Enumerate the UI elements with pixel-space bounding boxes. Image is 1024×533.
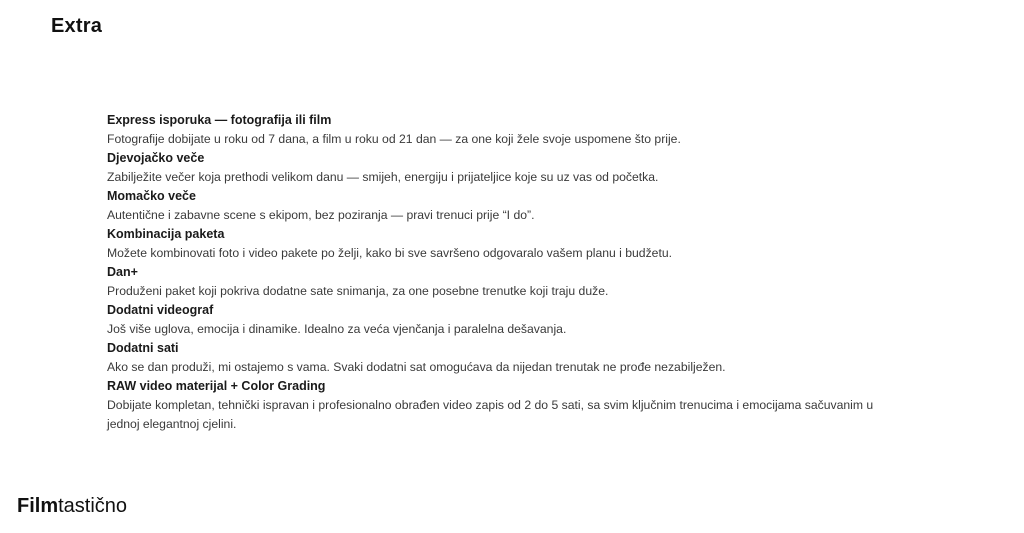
extra-item-djevojacko xyxy=(107,149,907,187)
extra-description: Produženi paket koji pokriva dodatne sate snimanja, za one posebne trenutke koji traju duže. xyxy=(107,284,609,298)
extra-description: Ako se dan produži, mi ostajemo s vama. Svaki dodatni sat omogućava da nijedan trenutak ne prođe nezabilježen. xyxy=(107,360,726,374)
extra-title: Djevojačko veče xyxy=(107,151,205,165)
extra-item-dan-plus xyxy=(107,263,907,301)
extra-title: Kombinacija paketa xyxy=(107,227,225,241)
extras-list xyxy=(107,111,907,434)
extra-title: Dan+ xyxy=(107,265,138,279)
brand-logo[interactable] xyxy=(17,495,127,518)
extra-item-raw-video xyxy=(107,377,907,434)
extra-title: Express isporuka — fotografija ili film xyxy=(107,113,332,127)
extra-item-express xyxy=(107,111,907,149)
extra-description: Fotografije dobijate u roku od 7 dana, a film u roku od 21 dan — za one koji žele svoje uspomene što prije. xyxy=(107,132,681,146)
extra-item-videograf xyxy=(107,301,907,339)
extra-description: Možete kombinovati foto i video pakete po želji, kako bi sve savršeno odgovaralo vašem planu i budžetu. xyxy=(107,246,673,260)
brand-logo-light: tastično xyxy=(58,495,128,517)
page-title: Extra xyxy=(51,15,103,37)
extra-description: Autentične i zabavne scene s ekipom, bez poziranja — pravi trenuci prije “I do”. xyxy=(107,208,535,222)
extra-item-kombinacija xyxy=(107,225,907,263)
extra-title: RAW video materijal + Color Grading xyxy=(107,379,326,393)
extra-description: Dobijate kompletan, tehnički ispravan i profesionalno obrađen video zapis od 2 do 5 sati, sa svim ključnim trenucima i emocijama sačuvanim u jednoj elegantnoj cjelini. xyxy=(107,398,874,431)
extra-title: Momačko veče xyxy=(107,189,196,203)
extra-description: Još više uglova, emocija i dinamike. Idealno za veća vjenčanja i paralelna dešavanja. xyxy=(107,322,567,336)
extra-description: Zabilježite večer koja prethodi velikom danu — smijeh, energiju i prijateljice koje su uz vas od početka. xyxy=(107,170,659,184)
extra-item-momacko xyxy=(107,187,907,225)
brand-logo-bold: Film xyxy=(17,495,59,517)
extra-title: Dodatni videograf xyxy=(107,303,214,317)
extra-item-dodatni-sati xyxy=(107,339,907,377)
extra-title: Dodatni sati xyxy=(107,341,179,355)
